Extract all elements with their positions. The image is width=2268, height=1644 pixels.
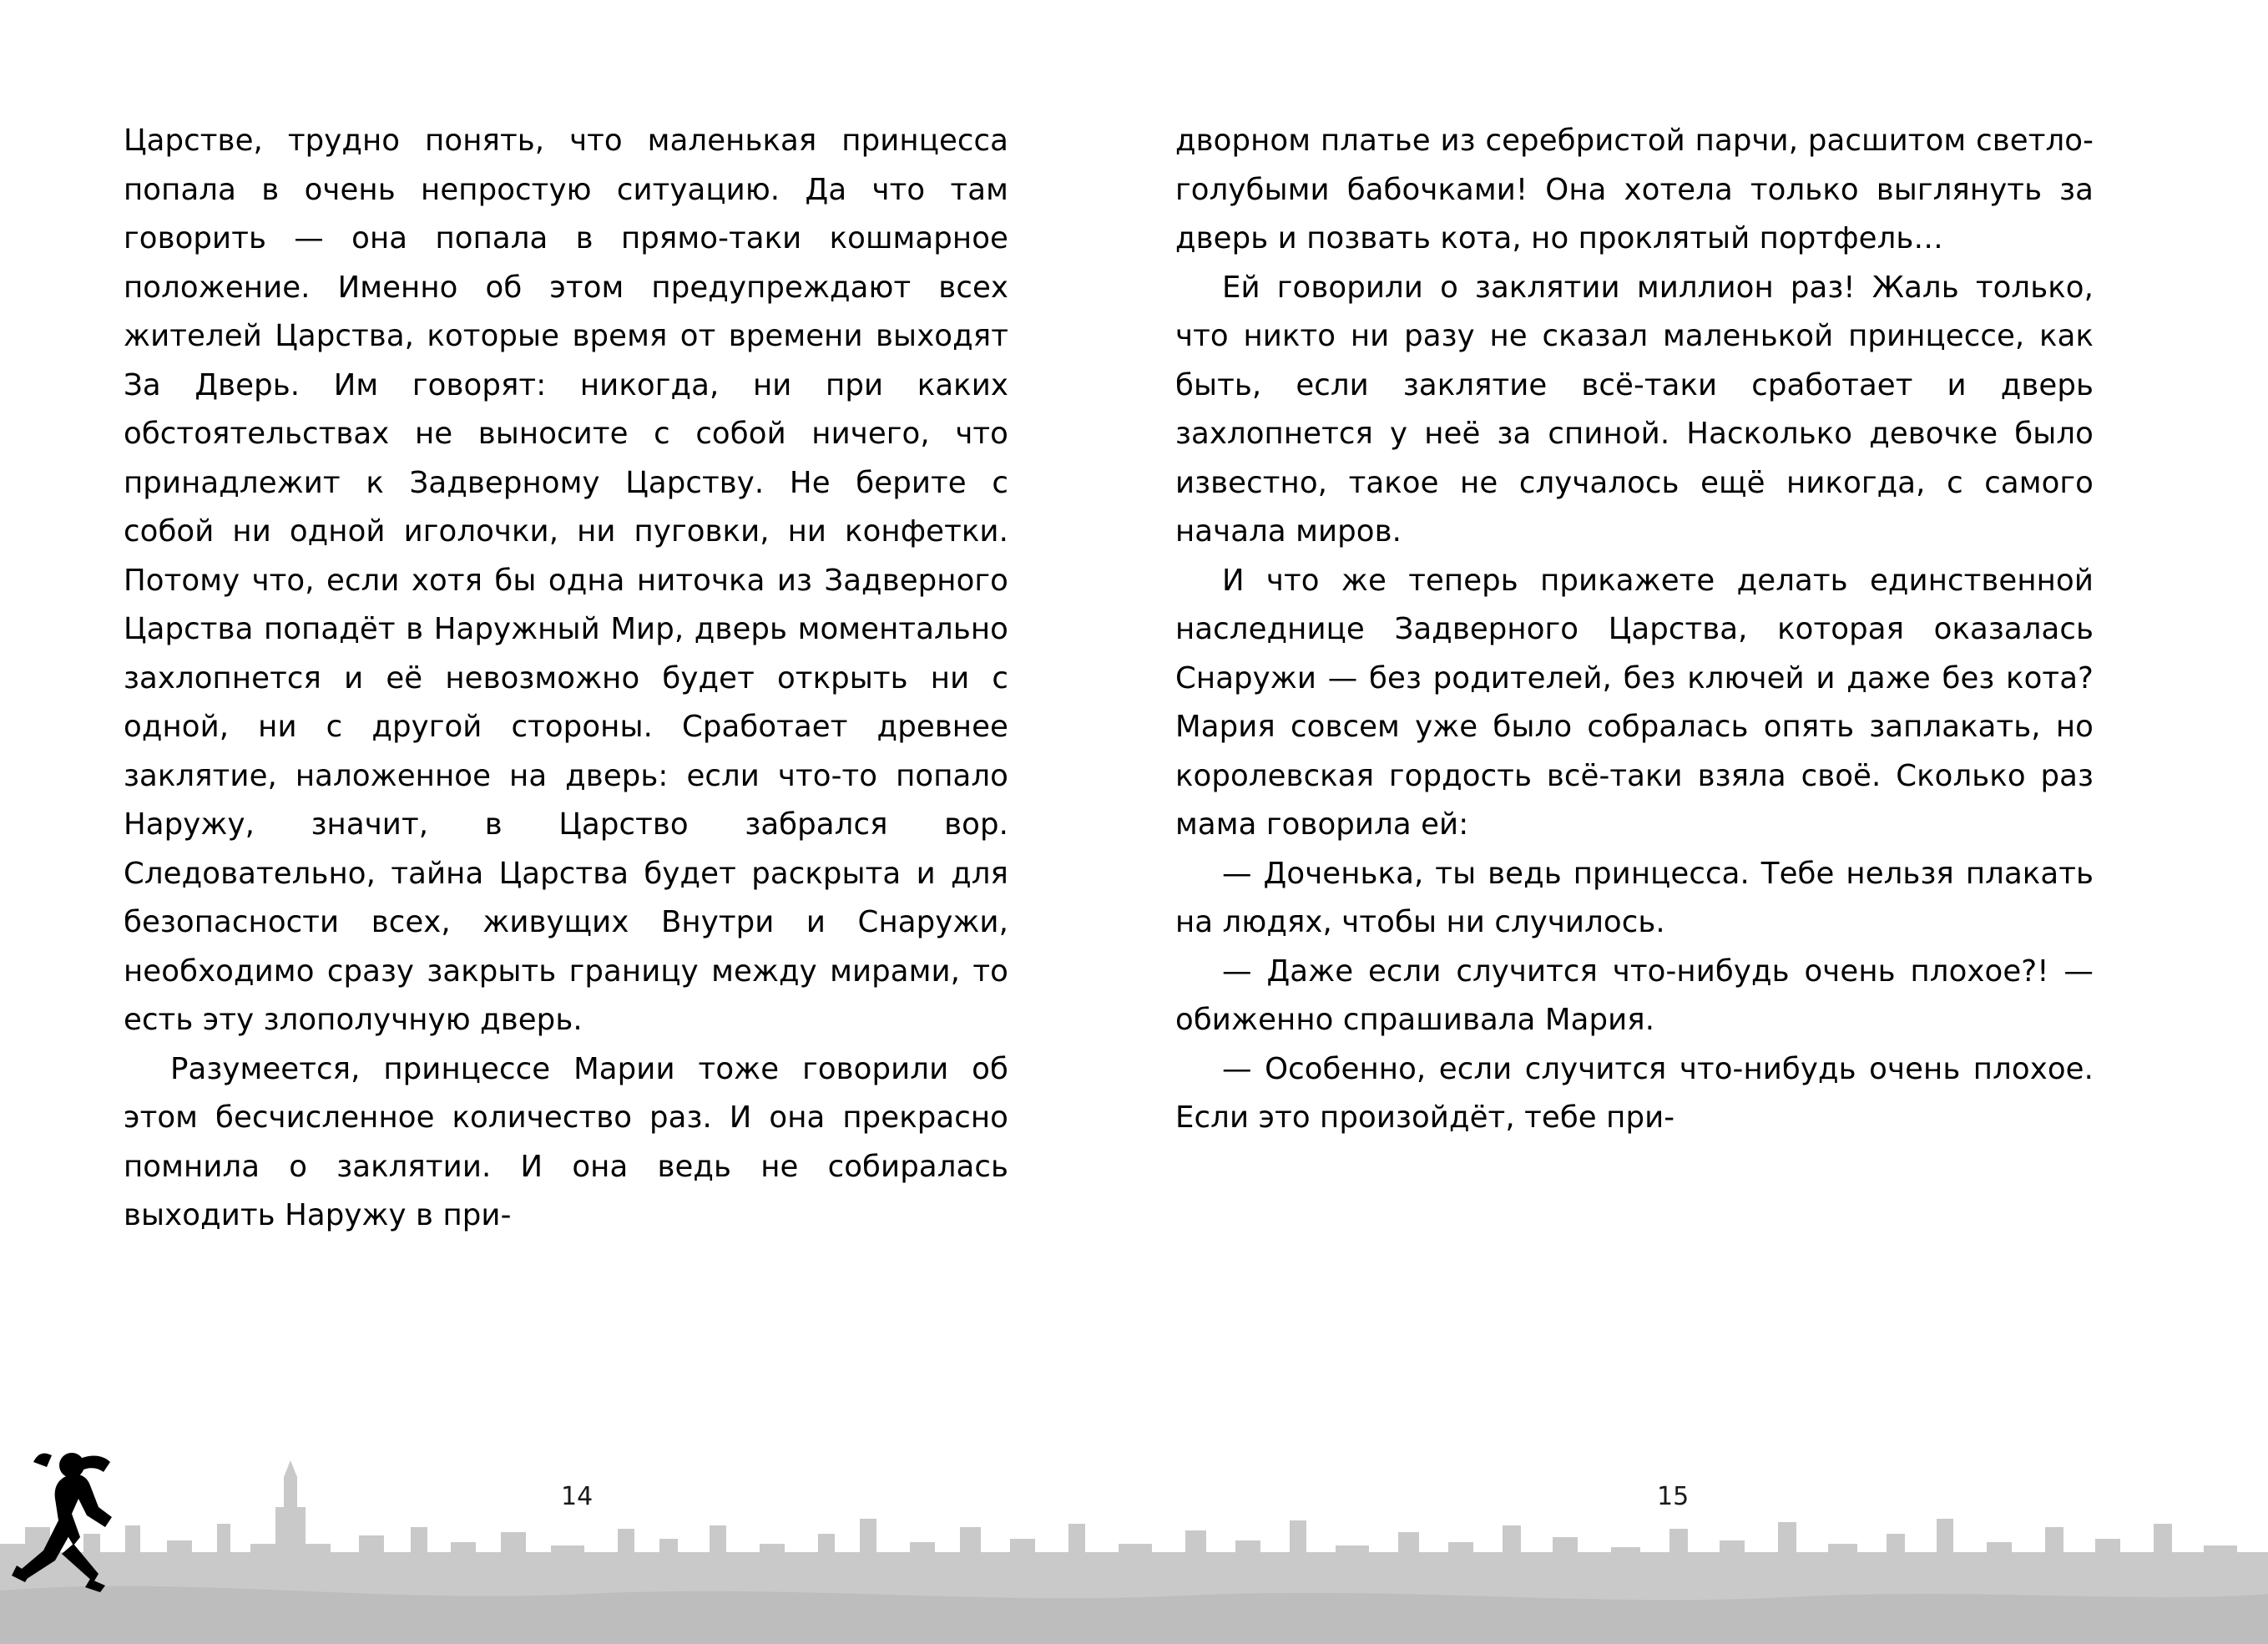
paragraph: — Даже если случится что-нибудь очень плохое?! — обиженно спрашивала Мария. (1175, 954, 2094, 1037)
page-number-left: 14 (561, 1482, 594, 1511)
footer-skyline-illustration (0, 1427, 2268, 1644)
paragraph: — Доченька, ты ведь принцесса. Тебе нельзя плакать на людях, чтобы ни случилось. (1175, 856, 2094, 939)
text-columns (0, 117, 2268, 1241)
left-page-text-column (124, 117, 1042, 1241)
paragraph: дворном платье из серебристой парчи, расшитом светло-голубыми бабочками! Она хотела только выглянуть за дверь и позвать кота, но проклятый портфель… (1175, 124, 2094, 255)
right-page-text-column (1175, 117, 2094, 1241)
paragraph: И что же теперь прикажете делать единственной наследнице Задверного Царства, которая оказалась Снаружи — без родителей, без ключей и даже без кота? Мария совсем уже было собралась опять заплакать, но королевская гордость всё-таки взяла своё. Сколько раз мама говорила ей: (1175, 563, 2094, 842)
page-number-right: 15 (1657, 1482, 1690, 1511)
paragraph: Царстве, трудно понять, что маленькая принцесса попала в очень непростую ситуацию. Да что там говорить — она попала в прямо-таки кошмарное положение. Именно об этом предупреждают всех жителей Царства, которые время от времени выходят За Дверь. Им говорят: никогда, ни при каких обстоятельствах не выносите с собой ничего, что принадлежит к Задверному Царству. Не берите с собой ни одной иголочки, ни пуговки, ни конфетки. Потому что, если хотя бы одна ниточка из Задверного Царства попадёт в Наружный Мир, дверь моментально захлопнется и её невозможно будет открыть ни с одной, ни с другой стороны. Сработает древнее заклятие, наложенное на дверь: если что-то попало Наружу, значит, в Царство забрался вор. Следовательно, тайна Царства будет раскрыта и для безопасности всех, живущих Внутри и Снаружи, необходимо сразу закрыть границу между мирами, то есть эту злополучную дверь. (124, 124, 1008, 1037)
paragraph: Ей говорили о заклятии миллион раз! Жаль только, что никто ни разу не сказал маленькой принцессе, как быть, если заклятие всё-таки сработает и дверь захлопнется у неё за спиной. Насколько девочке было известно, такое не случалось ещё никогда, с самого начала миров. (1175, 270, 2094, 549)
paragraph: — Особенно, если случится что-нибудь очень плохое. Если это произойдёт, тебе при- (1175, 1051, 2094, 1135)
paragraph: Разумеется, принцессе Марии тоже говорили об этом бесчисленное количество раз. И она прекрасно помнила о заклятии. И она ведь не собиралась выходить Наружу в при- (124, 1051, 1008, 1232)
